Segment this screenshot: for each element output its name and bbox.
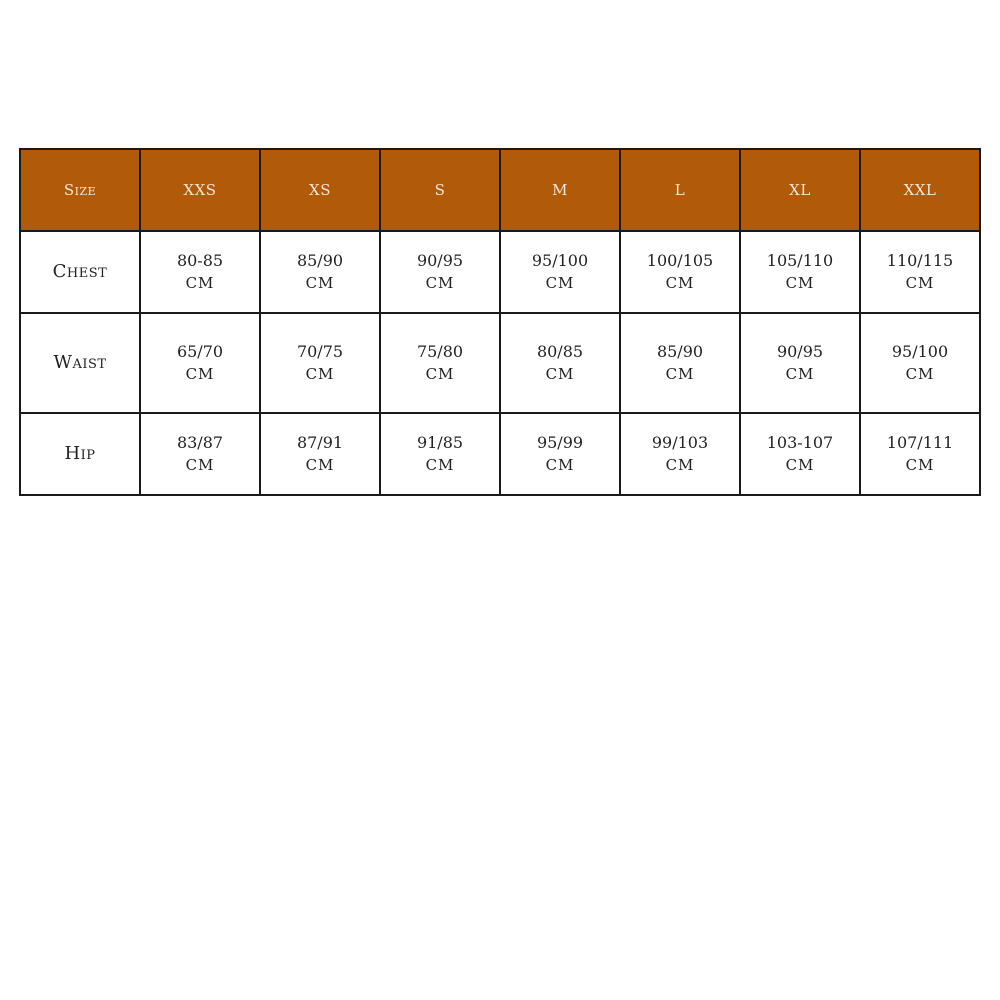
cell-unit: CM — [425, 365, 455, 383]
table-cell — [740, 313, 860, 413]
cell-unit: CM — [785, 274, 815, 292]
cell-value: 87/91 — [296, 433, 344, 452]
cell-value: 80/85 — [536, 342, 584, 361]
table-cell — [260, 413, 380, 495]
cell-value: 105/110 — [766, 251, 834, 270]
row-label-waist: Waist — [20, 313, 140, 413]
cell-unit: CM — [785, 365, 815, 383]
table-cell — [140, 231, 260, 313]
cell-value: 95/99 — [536, 433, 584, 452]
table-cell — [380, 313, 500, 413]
table-cell — [740, 231, 860, 313]
cell-value: 99/103 — [651, 433, 709, 452]
cell-unit: CM — [545, 274, 575, 292]
table-cell — [860, 231, 980, 313]
cell-value: 75/80 — [416, 342, 464, 361]
cell-unit: CM — [185, 274, 215, 292]
cell-unit: CM — [425, 456, 455, 474]
cell-unit: CM — [185, 456, 215, 474]
table-row-waist — [20, 313, 980, 413]
header-cell-xs: XS — [260, 149, 380, 231]
table-cell — [500, 231, 620, 313]
cell-unit: CM — [425, 274, 455, 292]
table-cell — [860, 313, 980, 413]
cell-unit: CM — [785, 456, 815, 474]
table-cell — [620, 313, 740, 413]
table-row-hip — [20, 413, 980, 495]
cell-value: 83/87 — [176, 433, 224, 452]
table-cell — [260, 231, 380, 313]
table-row-chest — [20, 231, 980, 313]
cell-value: 65/70 — [176, 342, 224, 361]
cell-value: 85/90 — [296, 251, 344, 270]
size-chart-table — [19, 148, 981, 496]
header-cell-xxl: XXL — [860, 149, 980, 231]
table-cell — [740, 413, 860, 495]
cell-value: 95/100 — [531, 251, 589, 270]
row-label-chest: Chest — [20, 231, 140, 313]
table-cell — [860, 413, 980, 495]
header-cell-xl: XL — [740, 149, 860, 231]
table-cell — [620, 231, 740, 313]
cell-unit: CM — [665, 274, 695, 292]
cell-value: 80-85 — [176, 251, 224, 270]
cell-unit: CM — [905, 274, 935, 292]
cell-value: 103-107 — [766, 433, 834, 452]
table-cell — [140, 313, 260, 413]
cell-value: 90/95 — [776, 342, 824, 361]
cell-unit: CM — [905, 365, 935, 383]
header-cell-size: Size — [20, 149, 140, 231]
cell-value: 107/111 — [886, 433, 954, 452]
cell-unit: CM — [905, 456, 935, 474]
header-cell-l: L — [620, 149, 740, 231]
cell-unit: CM — [545, 456, 575, 474]
cell-unit: CM — [185, 365, 215, 383]
header-cell-s: S — [380, 149, 500, 231]
table-cell — [500, 313, 620, 413]
cell-unit: CM — [305, 274, 335, 292]
table-cell — [620, 413, 740, 495]
header-row — [20, 149, 980, 231]
header-cell-m: M — [500, 149, 620, 231]
table-cell — [380, 231, 500, 313]
row-label-hip: Hip — [20, 413, 140, 495]
cell-value: 90/95 — [416, 251, 464, 270]
cell-value: 95/100 — [891, 342, 949, 361]
cell-unit: CM — [545, 365, 575, 383]
cell-unit: CM — [665, 365, 695, 383]
table-cell — [380, 413, 500, 495]
cell-value: 91/85 — [416, 433, 464, 452]
header-cell-xxs: XXS — [140, 149, 260, 231]
cell-unit: CM — [305, 456, 335, 474]
cell-value: 110/115 — [886, 251, 954, 270]
cell-value: 85/90 — [656, 342, 704, 361]
table-cell — [260, 313, 380, 413]
table-cell — [500, 413, 620, 495]
table-cell — [140, 413, 260, 495]
cell-unit: CM — [305, 365, 335, 383]
cell-value: 100/105 — [646, 251, 714, 270]
cell-unit: CM — [665, 456, 695, 474]
cell-value: 70/75 — [296, 342, 344, 361]
